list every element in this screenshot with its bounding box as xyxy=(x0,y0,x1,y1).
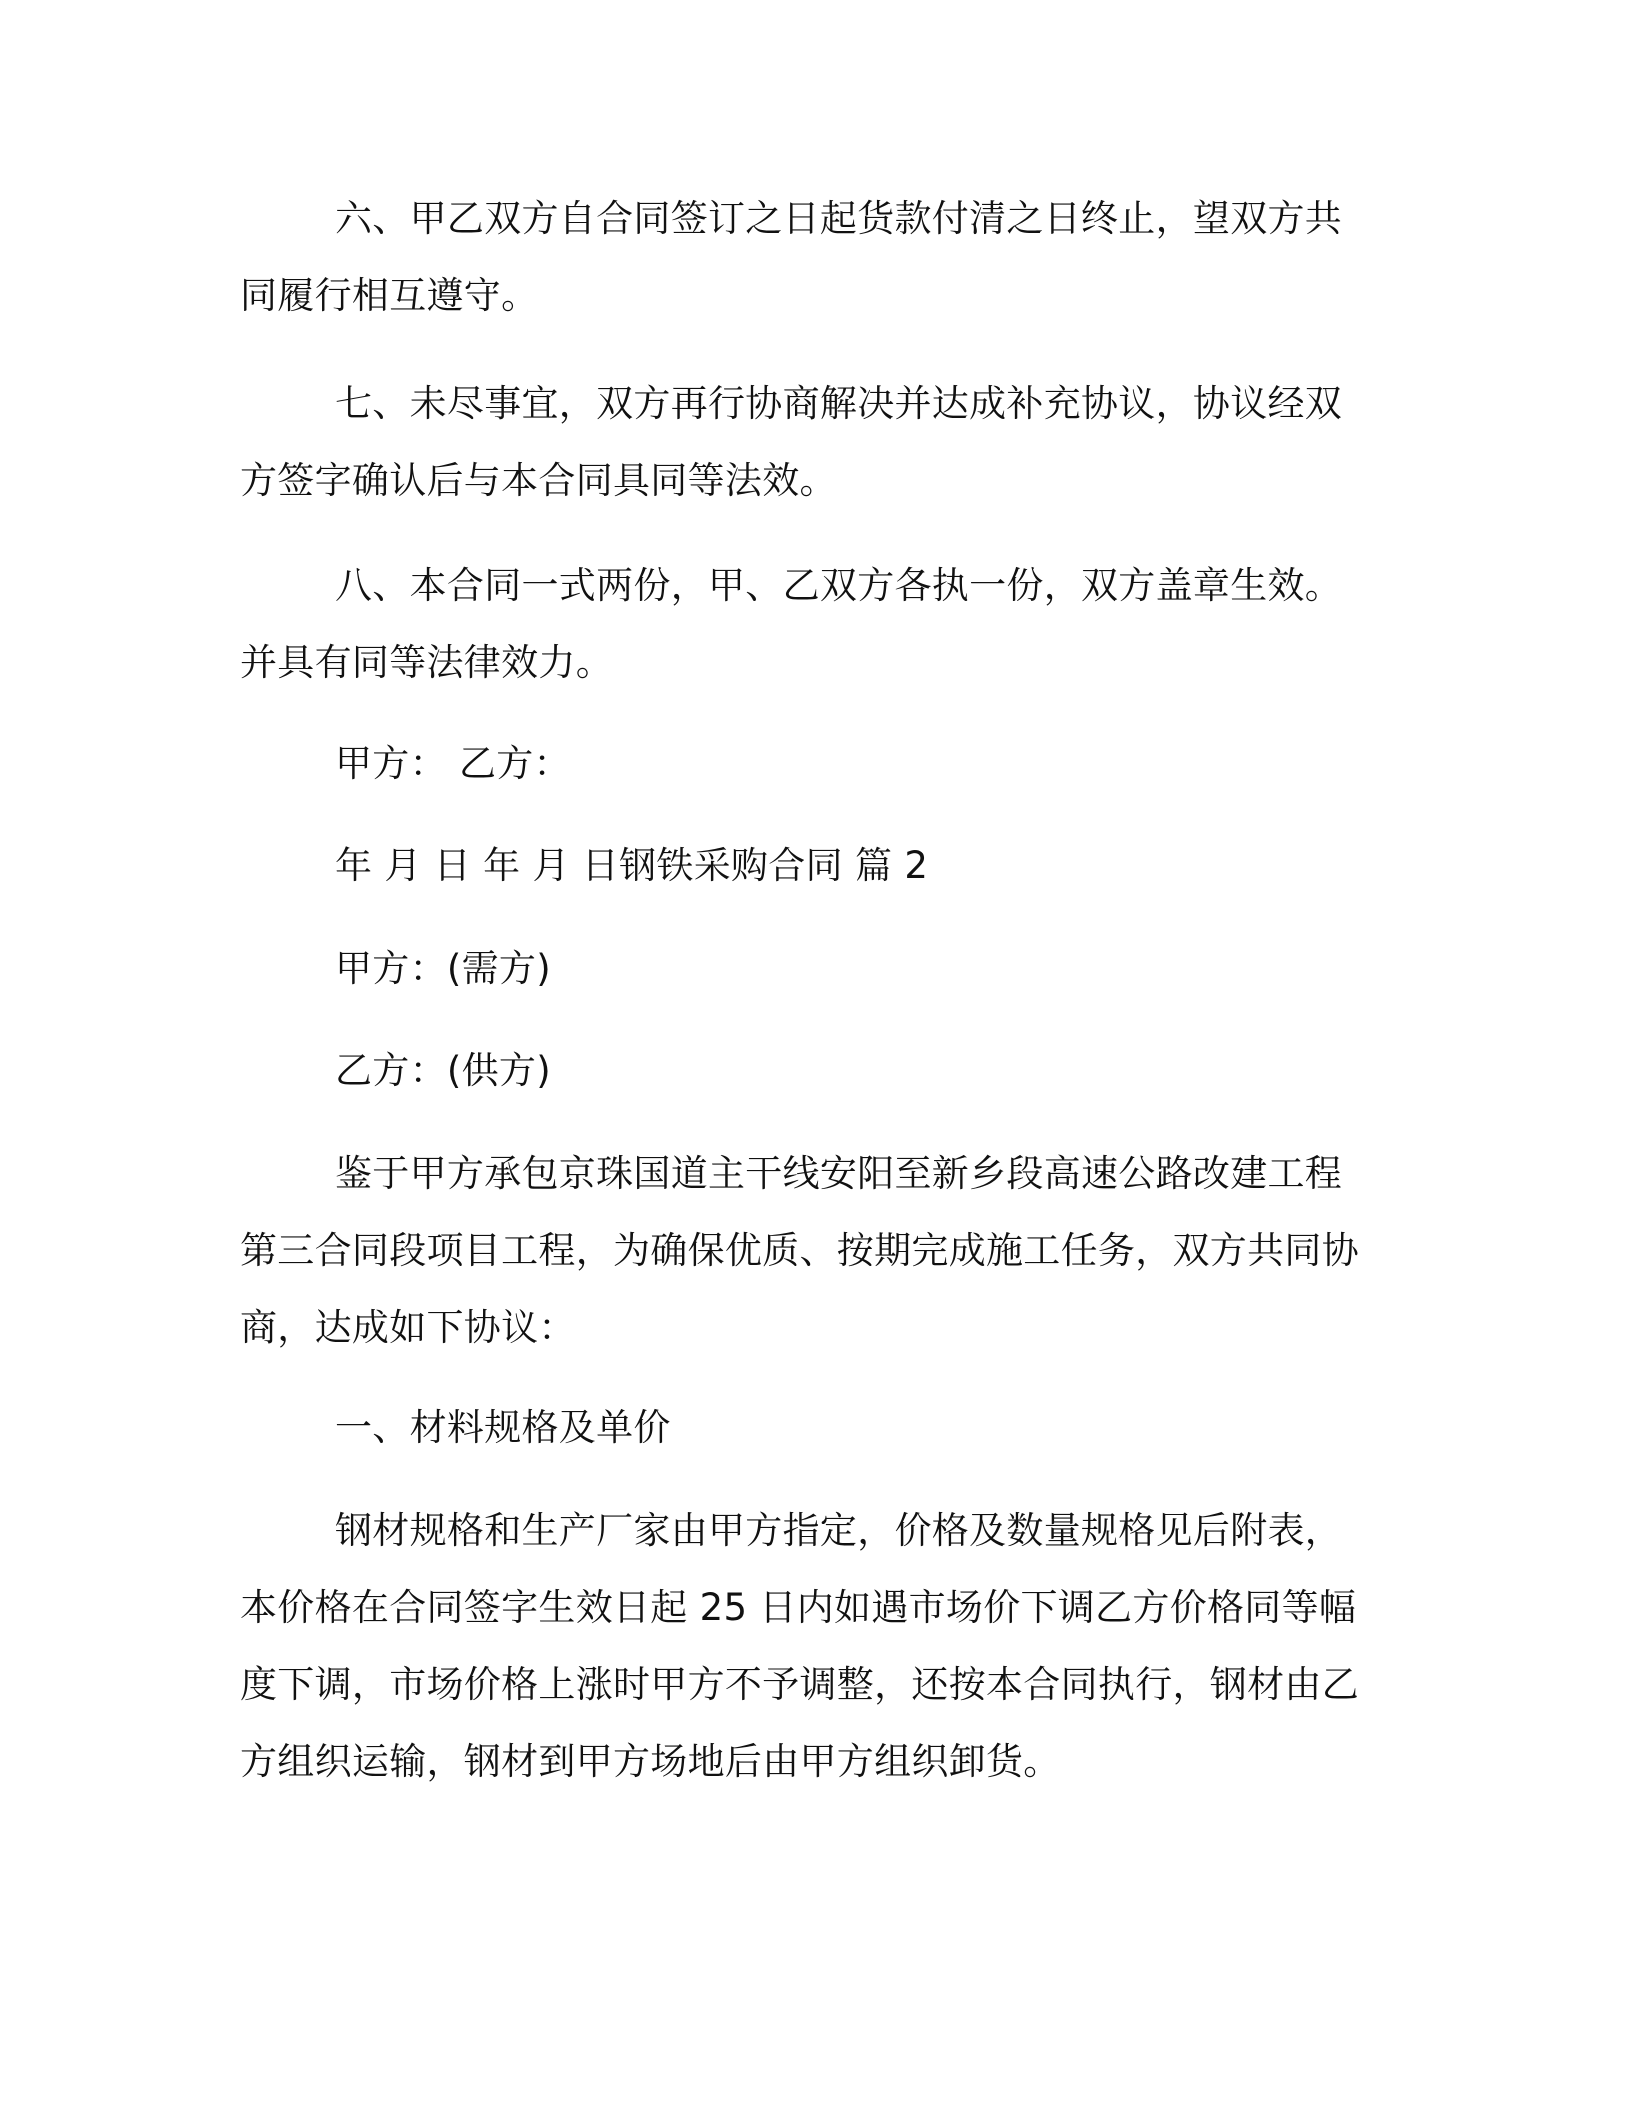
party-a-line: 甲方：(需方) xyxy=(335,947,551,990)
agreement-preamble: 鉴于甲方承包京珠国道主干线安阳至新乡段高速公路改建工程第三合同段项目工程，为确保优质、按期完成施工任务，双方共同协商，达成如下协议： xyxy=(240,1152,1359,1349)
paragraph-clause-6: 六、甲乙双方自合同签订之日起货款付清之日终止，望双方共同履行相互遵守。 xyxy=(240,197,1343,317)
material-specs-paragraph: 钢材规格和生产厂家由甲方指定，价格及数量规格见后附表，本价格在合同签字生效日起 25 日内如遇市场价下调乙方价格同等幅度下调，市场价格上涨时甲方不予调整，还按本合同执行，钢材由乙方组织运输，钢材到甲方场地后由甲方组织卸货。 xyxy=(240,1509,1359,1783)
section-heading-material-specs: 一、材料规格及单价 xyxy=(335,1406,671,1449)
signature-parties-line: 甲方： 乙方： xyxy=(335,742,571,785)
paragraph-clause-8: 八、本合同一式两份，甲、乙双方各执一份，双方盖章生效。并具有同等法律效力。 xyxy=(240,564,1343,684)
party-b-line: 乙方：(供方) xyxy=(335,1049,551,1092)
paragraph-clause-7: 七、未尽事宜，双方再行协商解决并达成补充协议，协议经双方签字确认后与本合同具同等法效。 xyxy=(240,382,1343,502)
date-and-section-heading: 年 月 日 年 月 日钢铁采购合同 篇 2 xyxy=(335,844,929,887)
